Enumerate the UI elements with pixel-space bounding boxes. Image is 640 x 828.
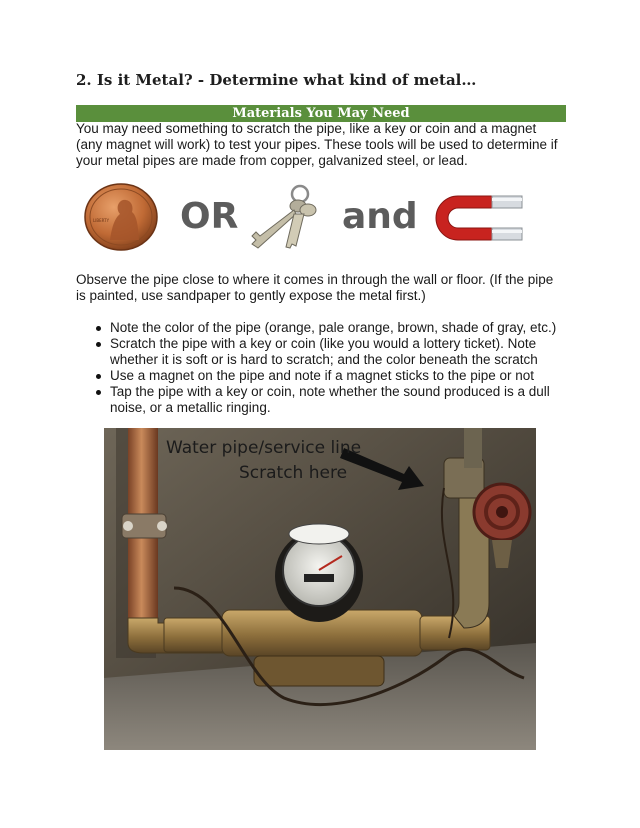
penny-coin-icon xyxy=(82,182,160,252)
tools-strip xyxy=(76,176,566,256)
list-item: Note the color of the pipe (orange, pale orange, brown, shade of gray, etc.) xyxy=(96,320,566,336)
steps-list xyxy=(96,320,566,416)
materials-banner: Materials You May Need xyxy=(76,105,566,122)
list-item: Scratch the pipe with a key or coin (like you would a lottery ticket). Note whether it is soft or is hard to scratch; and the color beneath the scratch xyxy=(96,336,566,368)
coin-inscription: LIBERTY xyxy=(93,218,110,223)
intro-paragraph: You may need something to scratch the pipe, like a key or coin and a magnet (any magnet will work) to test your pipes. These tools will be used to determine if your metal pipes are made from copper, galvanized steel, or lead. xyxy=(76,121,558,168)
water-meter-photo xyxy=(104,428,536,750)
and-word: and xyxy=(342,196,418,237)
list-item: Tap the pipe with a key or coin, note whether the sound produced is a dull noise, or a metallic ringing. xyxy=(96,384,566,416)
horseshoe-magnet-icon xyxy=(428,190,532,244)
photo-caption-pipe: Water pipe/service line xyxy=(166,438,362,458)
or-word: OR xyxy=(180,196,239,237)
photo-caption-scratch: Scratch here xyxy=(239,463,348,483)
list-item: Use a magnet on the pipe and note if a magnet sticks to the pipe or not xyxy=(96,368,566,384)
section-heading: 2. Is it Metal? - Determine what kind of metal… xyxy=(76,71,477,89)
observe-paragraph: Observe the pipe close to where it comes in through the wall or floor. (If the pipe is painted, use sandpaper to gently expose the metal first.) xyxy=(76,272,554,303)
keys-icon xyxy=(246,184,326,252)
